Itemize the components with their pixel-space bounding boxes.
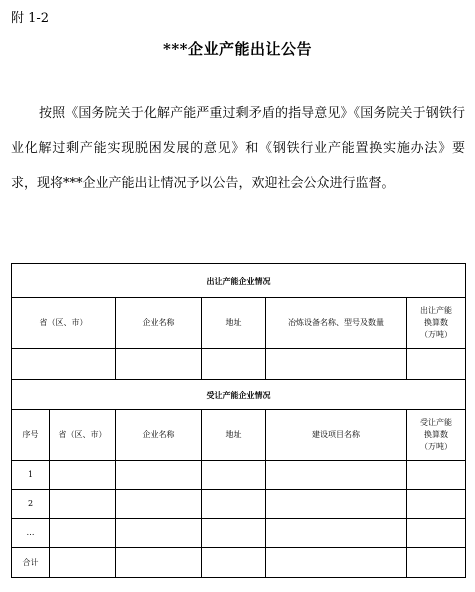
table-row (12, 490, 466, 519)
body-paragraph-container (11, 96, 465, 201)
receive-cell-address[interactable] (202, 490, 266, 519)
capacity-table (11, 263, 466, 578)
transfer-header-address: 地址 (202, 298, 266, 349)
receive-cell-province[interactable] (50, 490, 116, 519)
receive-header-row (12, 410, 466, 461)
receive-cell-capacity[interactable] (407, 490, 466, 519)
transfer-header-row (12, 298, 466, 349)
transfer-cell-equipment[interactable] (266, 349, 407, 380)
attachment-label: 附 1-2 (11, 11, 50, 26)
total-cell-capacity[interactable] (407, 548, 466, 578)
receive-header-index: 序号 (12, 410, 50, 461)
row-index: 2 (12, 490, 50, 519)
total-cell-project[interactable] (266, 548, 407, 578)
receive-cell-capacity[interactable] (407, 461, 466, 490)
transfer-section-row (12, 264, 466, 298)
receive-cell-province[interactable] (50, 461, 116, 490)
body-paragraph: 按照《国务院关于化解产能严重过剩矛盾的指导意见》《国务院关于钢铁行业化解过剩产能实现脱困发展的意见》和《钢铁行业产能置换实施办法》要求，现将***企业产能出让情况予以公告，欢迎社会公众进行监督。 (11, 106, 465, 191)
transfer-cell-capacity[interactable] (407, 349, 466, 380)
receive-header-capacity: 受让产能 换算数 （万吨） (407, 410, 466, 461)
total-cell-address[interactable] (202, 548, 266, 578)
transfer-header-company: 企业名称 (116, 298, 202, 349)
document-title: ***企业产能出让公告 (162, 40, 313, 58)
receive-header-project: 建设项目名称 (266, 410, 407, 461)
table-row (12, 461, 466, 490)
receive-cell-project[interactable] (266, 519, 407, 548)
receive-header-company: 企业名称 (116, 410, 202, 461)
receive-cell-project[interactable] (266, 461, 407, 490)
receive-cell-address[interactable] (202, 461, 266, 490)
receive-cell-address[interactable] (202, 519, 266, 548)
row-index: 1 (12, 461, 50, 490)
receive-section-row (12, 380, 466, 410)
receive-cell-province[interactable] (50, 519, 116, 548)
total-cell-province[interactable] (50, 548, 116, 578)
receive-cell-company[interactable] (116, 461, 202, 490)
transfer-cell-address[interactable] (202, 349, 266, 380)
total-cell-company[interactable] (116, 548, 202, 578)
receive-section-title: 受让产能企业情况 (12, 380, 466, 410)
receive-cell-company[interactable] (116, 490, 202, 519)
table-row (12, 519, 466, 548)
transfer-header-province: 省（区、市） (12, 298, 116, 349)
transfer-header-equipment: 冶炼设备名称、型号及数量 (266, 298, 407, 349)
transfer-cell-province[interactable] (12, 349, 116, 380)
total-label: 合计 (12, 548, 50, 578)
receive-header-address: 地址 (202, 410, 266, 461)
total-row (12, 548, 466, 578)
receive-cell-project[interactable] (266, 490, 407, 519)
receive-cell-capacity[interactable] (407, 519, 466, 548)
receive-header-province: 省（区、市） (50, 410, 116, 461)
transfer-cell-company[interactable] (116, 349, 202, 380)
row-index: … (12, 519, 50, 548)
transfer-section-title: 出让产能企业情况 (12, 264, 466, 298)
transfer-data-row (12, 349, 466, 380)
transfer-header-capacity: 出让产能 换算数 （万吨） (407, 298, 466, 349)
receive-cell-company[interactable] (116, 519, 202, 548)
